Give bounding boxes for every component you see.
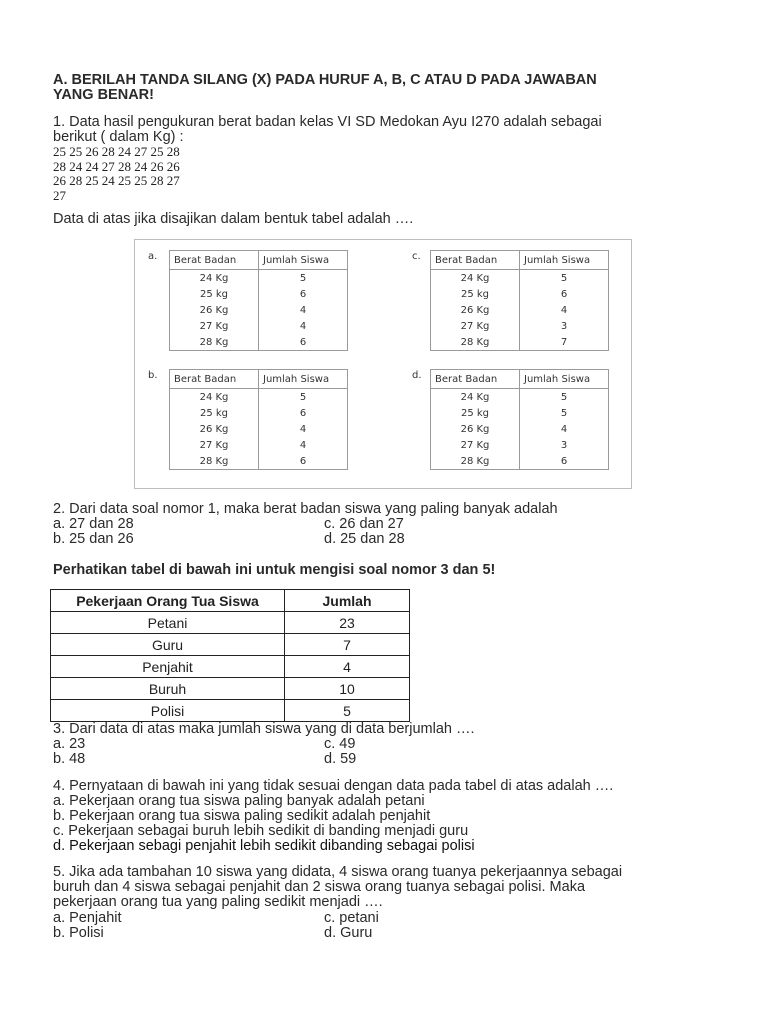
q5-line3: pekerjaan orang tua yang paling sedikit menjadi …. — [53, 894, 383, 910]
weight-cell: 27 Kg — [170, 437, 259, 453]
col-header: Jumlah Siswa — [259, 251, 348, 270]
weight-cell: 25 kg — [431, 405, 520, 421]
count-cell: 4 — [259, 437, 348, 453]
weight-cell: 28 Kg — [170, 453, 259, 470]
count-cell: 5 — [520, 270, 609, 287]
count-cell: 3 — [520, 318, 609, 334]
option-b-letter: b. — [148, 370, 158, 381]
job-cell: Buruh — [51, 678, 285, 700]
count-cell: 3 — [520, 437, 609, 453]
col-header: Berat Badan — [170, 251, 259, 270]
table-row — [51, 612, 410, 634]
q1-prompt: Data di atas jika disajikan dalam bentuk tabel adalah …. — [53, 211, 414, 227]
section-title-line2: YANG BENAR! — [53, 87, 154, 103]
q4-option-a: a. Pekerjaan orang tua siswa paling banyak adalah petani — [53, 793, 425, 809]
q3-question: 3. Dari data di atas maka jumlah siswa yang di data berjumlah …. — [53, 721, 475, 737]
q5-option-b: b. Polisi — [53, 925, 104, 941]
count-cell: 7 — [520, 334, 609, 351]
count-cell: 6 — [259, 334, 348, 351]
count-cell: 5 — [259, 270, 348, 287]
option-a-table — [169, 250, 348, 351]
count-cell: 5 — [285, 700, 410, 722]
q3-option-c: c. 49 — [324, 736, 356, 752]
count-cell: 10 — [285, 678, 410, 700]
weight-cell: 24 Kg — [170, 389, 259, 406]
count-header: Jumlah — [285, 590, 410, 612]
q1-text-line1: 1. Data hasil pengukuran berat badan kelas VI SD Medokan Ayu I270 adalah sebagai — [53, 114, 602, 130]
weight-cell: 24 Kg — [170, 270, 259, 287]
col-header: Berat Badan — [431, 251, 520, 270]
count-cell: 6 — [520, 286, 609, 302]
weight-cell: 28 Kg — [170, 334, 259, 351]
option-c-letter: c. — [412, 251, 421, 262]
table-row — [51, 678, 410, 700]
options-figure — [134, 239, 632, 489]
count-cell: 4 — [259, 302, 348, 318]
q3-option-b: b. 48 — [53, 751, 86, 767]
job-table — [50, 589, 410, 722]
job-cell: Penjahit — [51, 656, 285, 678]
job-header: Pekerjaan Orang Tua Siswa — [51, 590, 285, 612]
weight-cell: 27 Kg — [170, 318, 259, 334]
option-a-letter: a. — [148, 251, 158, 262]
q5-line1: 5. Jika ada tambahan 10 siswa yang didata, 4 siswa orang tuanya pekerjaannya sebagai — [53, 864, 623, 880]
section-title-line1: A. BERILAH TANDA SILANG (X) PADA HURUF A, B, C ATAU D PADA JAWABAN — [53, 72, 597, 88]
table-instruction: Perhatikan tabel di bawah ini untuk mengisi soal nomor 3 dan 5! — [53, 562, 496, 578]
job-cell: Guru — [51, 634, 285, 656]
count-cell: 6 — [520, 453, 609, 470]
q5-option-c: c. petani — [324, 910, 379, 926]
table-row — [51, 634, 410, 656]
count-cell: 6 — [259, 405, 348, 421]
count-cell: 23 — [285, 612, 410, 634]
col-header: Berat Badan — [170, 370, 259, 389]
q4-option-b: b. Pekerjaan orang tua siswa paling sedikit adalah penjahit — [53, 808, 431, 824]
weight-cell: 24 Kg — [431, 270, 520, 287]
q1-data-line: 27 — [53, 187, 66, 203]
q4-question: 4. Pernyataan di bawah ini yang tidak sesuai dengan data pada tabel di atas adalah …. — [53, 778, 614, 794]
q2-option-c: c. 26 dan 27 — [324, 516, 404, 532]
weight-cell: 25 kg — [170, 405, 259, 421]
count-cell: 4 — [520, 421, 609, 437]
weight-cell: 24 Kg — [431, 389, 520, 406]
weight-cell: 27 Kg — [431, 437, 520, 453]
weight-cell: 26 Kg — [170, 302, 259, 318]
weight-cell: 26 Kg — [170, 421, 259, 437]
count-cell: 4 — [285, 656, 410, 678]
col-header: Jumlah Siswa — [520, 370, 609, 389]
count-cell: 6 — [259, 453, 348, 470]
q3-option-a: a. 23 — [53, 736, 86, 752]
col-header: Berat Badan — [431, 370, 520, 389]
q2-option-a: a. 27 dan 28 — [53, 516, 134, 532]
q5-option-d: d. Guru — [324, 925, 373, 941]
option-d-letter: d. — [412, 370, 422, 381]
q5-line2: buruh dan 4 siswa sebagai penjahit dan 2 siswa orang tuanya sebagai polisi. Maka — [53, 879, 586, 895]
option-c-table — [430, 250, 609, 351]
count-cell: 5 — [259, 389, 348, 406]
table-row — [51, 700, 410, 722]
q1-data-line: 26 28 25 24 25 25 28 27 — [53, 173, 180, 188]
count-cell: 6 — [259, 286, 348, 302]
count-cell: 4 — [520, 302, 609, 318]
weight-cell: 28 Kg — [431, 334, 520, 351]
q2-option-b: b. 25 dan 26 — [53, 531, 134, 547]
q5-option-a: a. Penjahit — [53, 910, 122, 926]
q4-option-d: d. Pekerjaan sebagi penjahit lebih sedikit dibanding sebagai polisi — [53, 838, 475, 854]
q4-option-c: c. Pekerjaan sebagai buruh lebih sedikit di banding menjadi guru — [53, 823, 469, 839]
col-header: Jumlah Siswa — [259, 370, 348, 389]
job-cell: Petani — [51, 612, 285, 634]
count-cell: 4 — [259, 421, 348, 437]
weight-cell: 26 Kg — [431, 421, 520, 437]
job-cell: Polisi — [51, 700, 285, 722]
option-d-table — [430, 369, 609, 470]
count-cell: 7 — [285, 634, 410, 656]
q1-data-line: 28 24 24 27 28 24 26 26 — [53, 158, 180, 174]
weight-cell: 27 Kg — [431, 318, 520, 334]
q2-option-d: d. 25 dan 28 — [324, 531, 405, 547]
option-b-table — [169, 369, 348, 470]
weight-cell: 26 Kg — [431, 302, 520, 318]
count-cell: 5 — [520, 389, 609, 406]
q3-option-d: d. 59 — [324, 751, 357, 767]
weight-cell: 28 Kg — [431, 453, 520, 470]
weight-cell: 25 kg — [170, 286, 259, 302]
q1-text-line2: berikut ( dalam Kg) : — [53, 129, 184, 145]
count-cell: 4 — [259, 318, 348, 334]
count-cell: 5 — [520, 405, 609, 421]
weight-cell: 25 kg — [431, 286, 520, 302]
table-row — [51, 656, 410, 678]
q2-question: 2. Dari data soal nomor 1, maka berat badan siswa yang paling banyak adalah — [53, 501, 558, 517]
col-header: Jumlah Siswa — [520, 251, 609, 270]
q1-data-line: 25 25 26 28 24 27 25 28 — [53, 144, 180, 159]
